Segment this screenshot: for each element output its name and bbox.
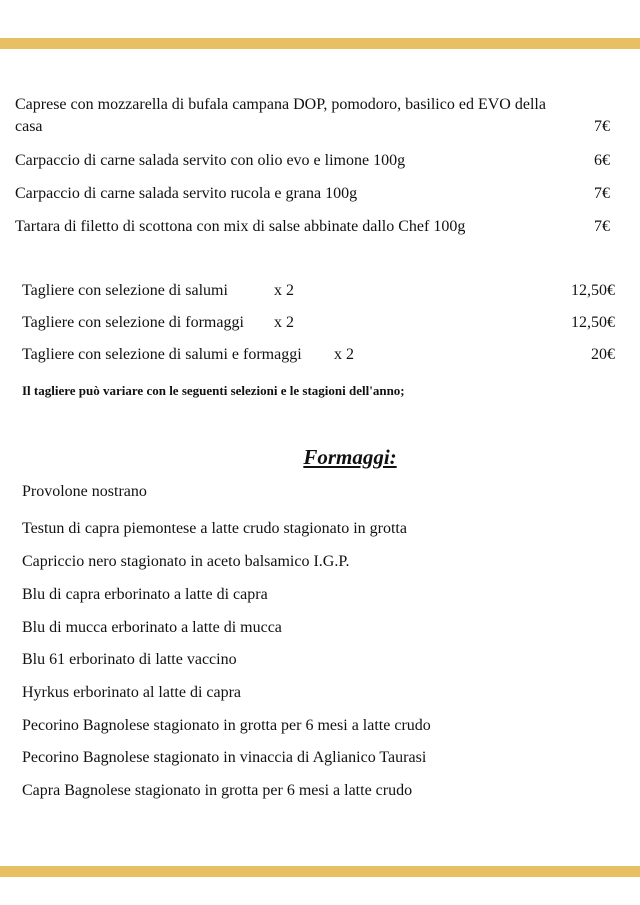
cheese-item: Pecorino Bagnolese stagionato in grotta per 6 mesi a latte crudo [22, 717, 431, 734]
tagliere-quantity: x 2 [274, 282, 294, 299]
tagliere-price: 20€ [591, 346, 615, 363]
cheese-item: Provolone nostrano [22, 483, 147, 500]
menu-item-price: 7€ [594, 185, 610, 202]
menu-item-name: Carpaccio di carne salada servito con olio evo e limone 100g [15, 152, 406, 169]
cheese-item: Blu 61 erborinato di latte vaccino [22, 651, 237, 668]
menu-item-name: Tartara di filetto di scottona con mix di salse abbinate dallo Chef 100g [15, 218, 466, 235]
formaggi-heading: Formaggi: [303, 445, 397, 469]
cheese-item: Hyrkus erborinato al latte di capra [22, 684, 242, 701]
menu-item-name-continued: casa [15, 118, 43, 135]
tagliere-name: Tagliere con selezione di formaggi [22, 314, 244, 331]
tagliere-name: Tagliere con selezione di salumi [22, 282, 228, 299]
tagliere-price: 12,50€ [571, 282, 615, 299]
menu-item-name: Carpaccio di carne salada servito rucola e grana 100g [15, 185, 358, 202]
menu-item-price: 6€ [594, 152, 610, 169]
menu-item-price: 7€ [594, 118, 610, 135]
menu-item-price: 7€ [594, 218, 610, 235]
tagliere-note: Il tagliere può variare con le seguenti selezioni e le stagioni dell'anno; [22, 383, 405, 398]
bottom-decorative-band [0, 866, 640, 877]
tagliere-price: 12,50€ [571, 314, 615, 331]
top-decorative-band [0, 38, 640, 49]
cheese-item: Testun di capra piemontese a latte crudo stagionato in grotta [22, 520, 407, 537]
tagliere-quantity: x 2 [334, 346, 354, 363]
menu-item-name: Caprese con mozzarella di bufala campana DOP, pomodoro, basilico ed EVO della [15, 96, 546, 113]
cheese-item: Capra Bagnolese stagionato in grotta per 6 mesi a latte crudo [22, 782, 413, 799]
tagliere-quantity: x 2 [274, 314, 294, 331]
cheese-item: Blu di capra erborinato a latte di capra [22, 586, 268, 603]
cheese-item: Capriccio nero stagionato in aceto balsamico I.G.P. [22, 553, 350, 570]
tagliere-name: Tagliere con selezione di salumi e formaggi [22, 346, 302, 363]
cheese-item: Blu di mucca erborinato a latte di mucca [22, 619, 282, 636]
cheese-item: Pecorino Bagnolese stagionato in vinaccia di Aglianico Taurasi [22, 749, 427, 766]
